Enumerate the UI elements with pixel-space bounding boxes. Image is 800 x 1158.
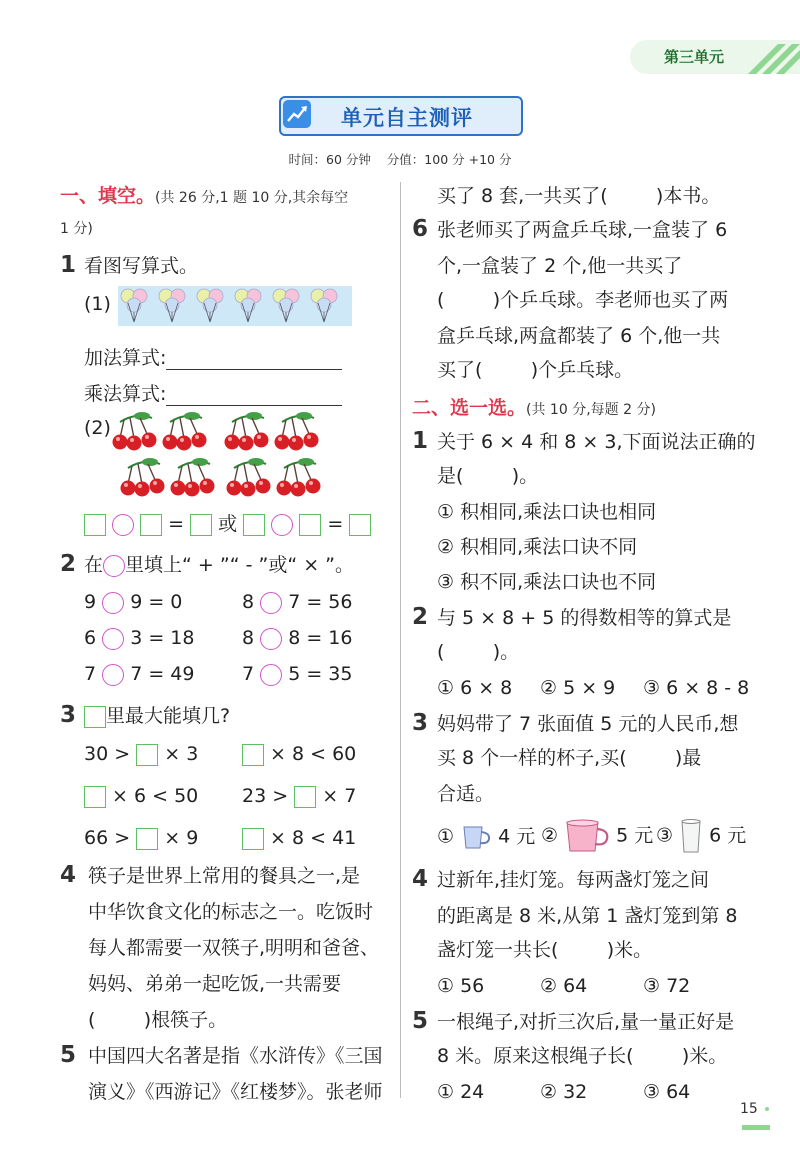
section2-heading: 二、选一选。(共 10 分,每题 2 分) (412, 397, 656, 419)
chart-up-icon (283, 100, 311, 128)
fill-item: × 8 < 41 (242, 826, 356, 850)
question-number: 1 (412, 428, 429, 454)
question-number: 6 (412, 216, 429, 242)
title-banner (279, 96, 521, 134)
answer-box[interactable] (294, 786, 316, 808)
balloons-image (118, 286, 352, 326)
addition-row: 加法算式: (84, 346, 342, 370)
operator-circle[interactable] (260, 664, 282, 686)
operator-circle[interactable] (112, 514, 134, 536)
choice-option[interactable]: ③ 积不同,乘法口诀也不同 (437, 571, 657, 593)
question-number: 3 (412, 710, 429, 736)
question-text: 里最大能填几? (84, 704, 230, 728)
unit-tag-bar (630, 40, 800, 74)
question-line: 盏灯笼一共长( )米。 (437, 939, 653, 961)
operator-item: 7 7 = 49 (84, 663, 195, 685)
question-line: 过新年,挂灯笼。每两盏灯笼之间 (437, 869, 710, 891)
question-text: 看图写算式。 (84, 255, 199, 277)
choice-option[interactable]: ② 5 元 (541, 818, 653, 854)
cherry-equation-row: = 或 = (84, 512, 371, 536)
question-line: 合适。 (437, 783, 495, 805)
question-number: 5 (60, 1042, 77, 1068)
answer-box[interactable] (136, 744, 158, 766)
part-label: (1) (84, 293, 111, 315)
question-line: 关于 6 × 4 和 8 × 3,下面说法正确的 (437, 431, 756, 453)
part-label: (2) (84, 417, 111, 439)
addition-answer-line[interactable] (166, 351, 342, 370)
question-line: 妈妈带了 7 张面值 5 元的人民币,想 (437, 713, 739, 735)
choice-option[interactable]: ① 4 元 (437, 824, 535, 850)
question-number: 2 (60, 551, 77, 577)
question-line: 每人都需要一双筷子,明明和爸爸、 (88, 937, 380, 959)
answer-box[interactable] (349, 514, 371, 536)
question-line: 盒乒乓球,两盒都装了 6 个,他一共 (437, 325, 721, 347)
section1-desc-cont: 1 分) (60, 221, 93, 237)
unit-tag: 第三单元 (664, 48, 725, 66)
cherries-image (112, 410, 332, 500)
question-number: 2 (412, 604, 429, 630)
multiplication-answer-line[interactable] (166, 387, 342, 406)
question-line: 中国四大名著是指《水浒传》《三国 (88, 1045, 383, 1067)
answer-box[interactable] (299, 514, 321, 536)
choice-option[interactable]: ② 积相同,乘法口诀不同 (437, 536, 638, 558)
answer-box[interactable] (84, 514, 106, 536)
operator-circle[interactable] (260, 592, 282, 614)
fill-item: × 6 < 50 (84, 784, 198, 808)
circle-symbol (103, 555, 125, 577)
operator-item: 8 8 = 16 (242, 627, 353, 649)
question-line: 与 5 × 8 + 5 的得数相等的算式是 (437, 607, 732, 629)
choice-option[interactable]: ③ 6 元 (656, 818, 746, 854)
page-number-area (740, 1098, 800, 1136)
question-line: 演义》《西游记》《红楼梦》。张老师 (88, 1081, 383, 1103)
choice-option[interactable]: ① 积相同,乘法口诀也相同 (437, 501, 657, 523)
operator-circle[interactable] (102, 592, 124, 614)
question-line: ( )。 (437, 641, 520, 663)
operator-item: 6 3 = 18 (84, 627, 195, 649)
mug-icon (460, 824, 492, 850)
multiplication-row: 乘法算式: (84, 382, 342, 406)
box-symbol (84, 706, 106, 728)
choice-option[interactable]: ③ 64 (643, 1081, 691, 1103)
operator-item: 7 5 = 35 (242, 663, 353, 685)
section1-heading: 一、填空。(共 26 分,1 题 10 分,其余每空 (60, 185, 349, 207)
operator-circle[interactable] (102, 628, 124, 650)
page-title: 单元自主测评 (341, 106, 473, 130)
question-line: 个,一盒装了 2 个,他一共买了 (437, 255, 683, 277)
choice-option[interactable]: ① 6 × 8 (437, 677, 513, 699)
question-number: 5 (412, 1008, 429, 1034)
answer-box[interactable] (136, 828, 158, 850)
question-number: 1 (60, 252, 77, 278)
choice-option[interactable]: ① 56 (437, 975, 485, 997)
question-number: 4 (60, 862, 77, 888)
glass-icon (679, 818, 703, 854)
question-line: ( )个乒乓球。李老师也买了两 (437, 289, 729, 311)
operator-item: 9 9 = 0 (84, 591, 183, 613)
question-line: 买了( )个乒乓球。 (437, 359, 634, 381)
choice-option[interactable]: ③ 6 × 8 - 8 (643, 677, 750, 699)
choice-option[interactable]: ② 64 (540, 975, 588, 997)
operator-circle[interactable] (102, 664, 124, 686)
question-line: 中华饮食文化的标志之一。吃饭时 (88, 901, 374, 923)
question-line: 张老师买了两盒乒乓球,一盒装了 6 (437, 219, 728, 241)
operator-circle[interactable] (260, 628, 282, 650)
question-number: 4 (412, 866, 429, 892)
question-text: 在 里填上“ + ”“ - ”或“ × ”。 (84, 554, 355, 576)
question-line: 买 8 个一样的杯子,买( )最 (437, 747, 702, 769)
question-line: 一根绳子,对折三次后,量一量正好是 (437, 1011, 735, 1033)
choice-option[interactable]: ③ 72 (643, 975, 691, 997)
choice-option[interactable]: ② 5 × 9 (540, 677, 616, 699)
fill-item: × 8 < 60 (242, 742, 356, 766)
question-line: ( )根筷子。 (88, 1009, 228, 1031)
test-info: 时间：60 分钟 分值：100 分 +10 分 (288, 152, 512, 167)
question-line: 是( )。 (437, 465, 539, 487)
fill-item: 30 > × 3 (84, 743, 199, 765)
fill-item: 23 > × 7 (242, 785, 357, 807)
column-divider (400, 182, 401, 1098)
answer-box[interactable] (242, 828, 264, 850)
question-line: 买了 8 套,一共买了( )本书。 (437, 185, 721, 207)
question-line: 8 米。原来这根绳子长( )米。 (437, 1045, 728, 1067)
page-number: 15 (740, 1101, 758, 1117)
answer-box[interactable] (242, 744, 264, 766)
operator-item: 8 7 = 56 (242, 591, 353, 613)
question-line: 妈妈、弟弟一起吃饭,一共需要 (88, 973, 342, 995)
operator-circle[interactable] (271, 514, 293, 536)
answer-box[interactable] (140, 514, 162, 536)
answer-box[interactable] (84, 786, 106, 808)
choice-option[interactable]: ① 24 (437, 1081, 485, 1103)
question-number: 3 (60, 702, 77, 728)
question-line: 筷子是世界上常用的餐具之一,是 (88, 865, 361, 887)
choice-option[interactable]: ② 32 (540, 1081, 588, 1103)
stripes-icon (740, 40, 800, 74)
fill-item: 66 > × 9 (84, 827, 199, 849)
answer-box[interactable] (243, 514, 265, 536)
question-line: 的距离是 8 米,从第 1 盏灯笼到第 8 (437, 905, 738, 927)
answer-box[interactable] (190, 514, 212, 536)
page-bar (742, 1125, 770, 1130)
cup-icon (564, 818, 610, 854)
page-dot (765, 1107, 769, 1111)
